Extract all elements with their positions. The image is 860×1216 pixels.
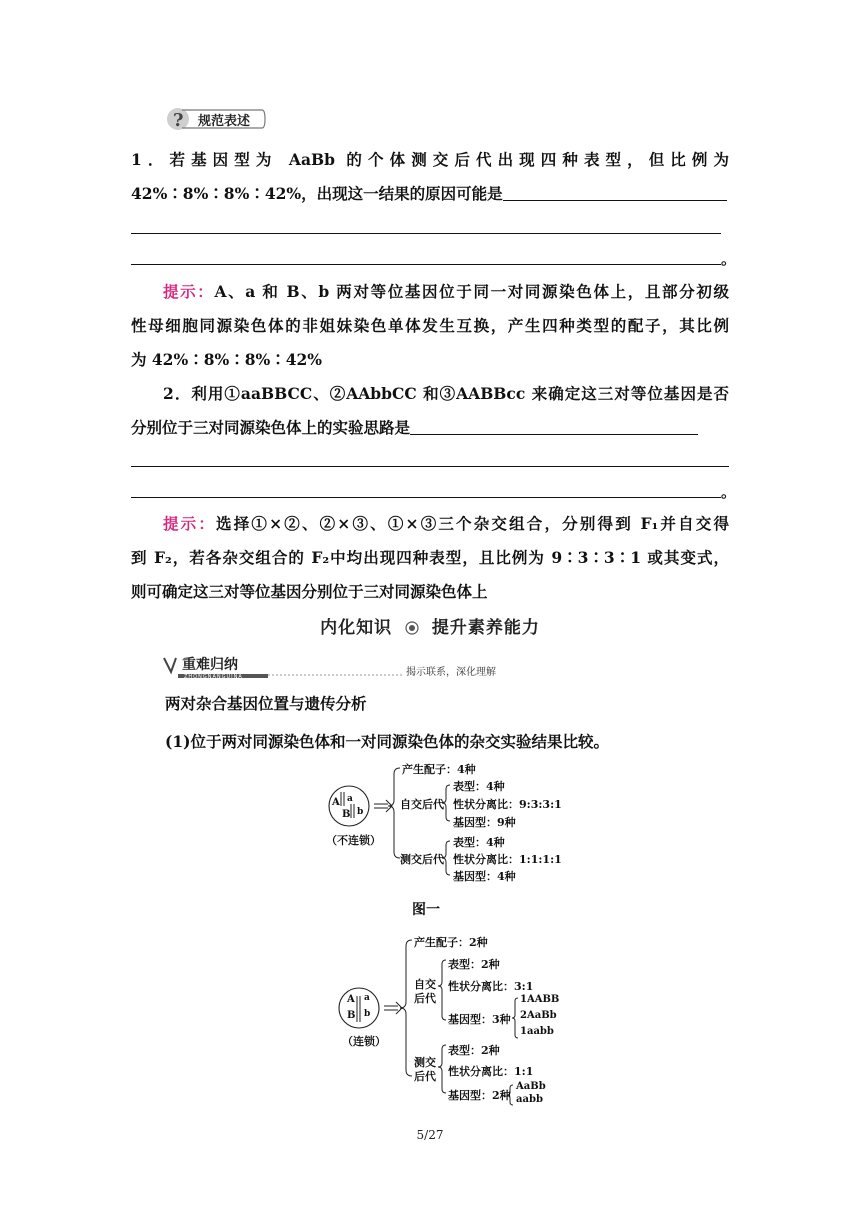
fig1-test: 测交后代	[400, 853, 444, 866]
fig1-self-geno: 基因型：9种	[453, 816, 516, 829]
section-tag-label: 规范表述	[198, 114, 251, 129]
q1-period: 。	[721, 250, 737, 268]
fig1-self-ratio: 性状分离比：9:3:3:1	[453, 798, 562, 811]
fig2-self-g2: 2AaBb	[520, 1010, 557, 1021]
hint2-line3: 则可确定这三对等位基因分别位于三对同源染色体上	[131, 582, 488, 601]
fig1-allele-a: a	[347, 794, 353, 804]
q2-line2: 分别位于三对同源染色体上的实验思路是	[131, 411, 729, 445]
hint1-line2: 性母细胞同源染色体的非姐妹染色单体发生互换，产生四种类型的配子，其比例	[131, 316, 729, 335]
fig2-self-g1: 1AABB	[520, 994, 560, 1005]
fig1-self-phen: 表型：4种	[453, 780, 505, 793]
fig2-allele-B: B	[347, 1010, 356, 1021]
hint1-label: 提示：	[163, 282, 215, 301]
focus-header	[162, 654, 522, 680]
focus-title: 重难归纳	[182, 657, 238, 673]
fig2-test-g1: AaBb	[516, 1081, 546, 1092]
q1-answer-blank[interactable]	[503, 184, 727, 201]
fig2-test-2: 后代	[414, 1070, 436, 1083]
fig2-self-1: 自交	[414, 978, 436, 991]
fig2-test-g2: aabb	[516, 1094, 543, 1105]
hint-1	[131, 275, 729, 377]
q2-answer-line-2[interactable]	[131, 466, 729, 467]
fig2-self-g3: 1aabb	[520, 1026, 554, 1037]
fig2-self-geno: 基因型：3种	[448, 1013, 511, 1026]
hint-2	[131, 507, 729, 609]
fig2-cell-label: （连锁）	[342, 1035, 386, 1048]
hint2-line2: 到 F₂，若各杂交组合的 F₂中均出现四种表型，且比例为 9∶3∶3∶1 或其变式，	[131, 548, 729, 567]
point-1: (1)位于两对同源染色体和一对同源染色体的杂交实验结果比较。	[165, 732, 609, 751]
diamond-icon	[405, 620, 419, 634]
fig2-gametes: 产生配子：2种	[414, 936, 488, 949]
figure-1-lines	[322, 758, 582, 888]
fig2-allele-A: A	[347, 994, 355, 1005]
fig2-self-ratio: 性状分离比：3:1	[448, 980, 534, 993]
q2-answer-blank[interactable]	[410, 418, 698, 435]
fig2-test-geno: 基因型：2种	[448, 1089, 511, 1102]
fig1-test-geno: 基因型：4种	[453, 870, 516, 883]
section-banner	[0, 613, 860, 638]
hint2-label: 提示：	[163, 514, 217, 533]
figure-2	[330, 930, 580, 1110]
q2-answer-line-3[interactable]	[131, 497, 721, 498]
fig1-allele-B: B	[342, 809, 351, 820]
fig2-self-2: 后代	[414, 992, 436, 1005]
fig1-allele-A: A	[332, 797, 340, 808]
question-1	[131, 143, 729, 211]
fig1-allele-b: b	[357, 807, 364, 817]
q1-line1: 1．若基因型为 AaBb 的个体测交后代出现四种表型，但比例为	[131, 150, 729, 169]
fig2-test-phen: 表型：2种	[448, 1044, 500, 1057]
figure-1	[322, 758, 582, 888]
banner-left: 内化知识	[320, 618, 393, 638]
q1-answer-line-3[interactable]	[131, 264, 721, 265]
q1-answer-line-2[interactable]	[131, 233, 721, 234]
focus-subtitle: 揭示联系，深化理解	[406, 667, 496, 678]
question-2	[131, 377, 729, 445]
fig1-cell-label: （不连锁）	[326, 834, 381, 847]
fig2-allele-b: b	[364, 1009, 371, 1019]
fig2-test-1: 测交	[414, 1056, 436, 1069]
hint1-line3: 为 42%∶8%∶8%∶42%	[131, 350, 323, 369]
fig1-test-phen: 表型：4种	[453, 836, 505, 849]
q1-line2: 42%∶8%∶8%∶42%，出现这一结果的原因可能是	[131, 177, 729, 211]
hint1-line1: 提示：A、a 和 B、b 两对等位基因位于同一对同源染色体上，且部分初级	[163, 282, 729, 301]
banner-right: 提升素养能力	[431, 618, 540, 638]
q2-period: 。	[721, 483, 737, 501]
fig1-gametes: 产生配子：4种	[402, 763, 476, 776]
fig2-self-phen: 表型：2种	[448, 958, 500, 971]
topic-title: 两对杂合基因位置与遗传分析	[165, 694, 367, 713]
page-number: 5/27	[416, 1128, 444, 1142]
svg-text:?: ?	[173, 110, 184, 131]
hint2-line1: 提示：选择①×②、②×③、①×③三个杂交组合，分别得到 F₁并自交得	[163, 514, 729, 533]
fig1-self: 自交后代	[400, 798, 444, 811]
figure-1-caption: 图一	[412, 902, 440, 918]
fig2-test-ratio: 性状分离比：1:1	[448, 1065, 534, 1078]
q2-line1: 2．利用①aaBBCC、②AAbbCC 和③AABBcc 来确定这三对等位基因是否	[163, 384, 729, 403]
fig2-allele-a: a	[364, 993, 370, 1003]
focus-pinyin: ZHONGNANGUINA	[184, 674, 243, 680]
section-tag	[162, 107, 266, 131]
fig1-test-ratio: 性状分离比：1:1:1:1	[453, 853, 562, 866]
